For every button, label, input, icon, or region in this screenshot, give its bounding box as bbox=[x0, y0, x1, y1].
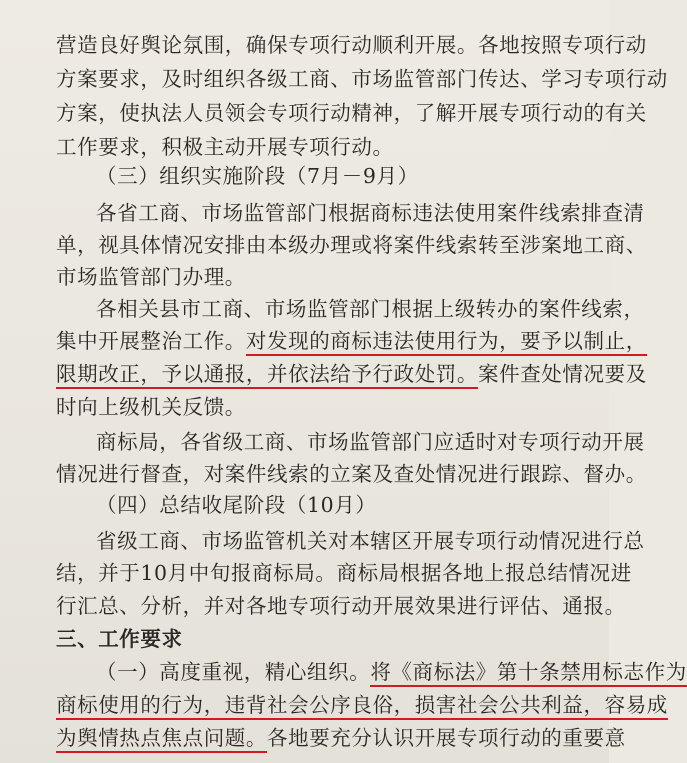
section-heading: 三、工作要求 bbox=[56, 627, 183, 651]
text-line: 情况进行督查，对案件线索的立案及查处情况进行跟踪、督办。 bbox=[56, 462, 647, 486]
text-line: 单，视具体情况安排由本级办理或将案件线索转至涉案地工商、 bbox=[56, 233, 647, 257]
text-line bbox=[0, 692, 668, 718]
section-heading: （三）组织实施阶段（7月－9月） bbox=[96, 164, 419, 188]
red-underline: 限期改正，予以通报，并依法给予行政处罚。 bbox=[56, 362, 478, 389]
section-heading: （四）总结收尾阶段（10月） bbox=[96, 493, 377, 517]
text-line: 集中开展整治工作。对发现的商标违法使用行为，要予以制止， bbox=[0, 328, 609, 354]
text-line: 市场监管部门办理。 bbox=[56, 265, 246, 289]
text-line: 结，并于10月中旬报商标局。商标局根据各地上报总结情况进 bbox=[56, 561, 632, 585]
red-underline: 对发现的商标违法使用行为，要予以制止， bbox=[246, 329, 647, 356]
text-line: 商标局，各省级工商、市场监管部门应适时对专项行动开展 bbox=[96, 430, 645, 454]
text-line: 各省工商、市场监管部门根据商标违法使用案件线索排查清 bbox=[96, 201, 645, 225]
text-line: 各相关县市工商、市场监管部门根据上级转办的案件线索， bbox=[96, 297, 645, 321]
text-line: 工作要求，积极主动开展专项行动。 bbox=[56, 135, 394, 159]
text-line: （一）高度重视，精心组织。将《商标法》第十条禁用标志作为 bbox=[0, 659, 609, 685]
text-line: 时向上级机关反馈。 bbox=[56, 395, 246, 419]
text-line: 限期改正，予以通报，并依法给予行政处罚。案件查处情况要及 bbox=[0, 361, 609, 387]
text-line: 方案，使执法人员领会专项行动精神，了解开展专项行动的有关 bbox=[56, 101, 647, 125]
red-underline: 将《商标法》第十条禁用标志作为 bbox=[370, 660, 687, 687]
text-line: 行汇总、分析，并对各地专项行动开展效果进行评估、通报。 bbox=[56, 594, 626, 618]
text-line: 为舆情热点焦点问题。各地要充分认识开展专项行动的重要意 bbox=[0, 725, 609, 751]
red-underline: 为舆情热点焦点问题。 bbox=[56, 726, 267, 753]
text-line: 省级工商、市场监管机关对本辖区开展专项行动情况进行总 bbox=[96, 529, 645, 553]
text-line: 营造良好舆论氛围，确保专项行动顺利开展。各地按照专项行动 bbox=[56, 33, 647, 57]
red-underline: 商标使用的行为，违背社会公序良俗，损害社会公共利益，容易成 bbox=[56, 693, 668, 720]
text-line: 方案要求，及时组织各级工商、市场监管部门传达、学习专项行动 bbox=[56, 67, 668, 91]
